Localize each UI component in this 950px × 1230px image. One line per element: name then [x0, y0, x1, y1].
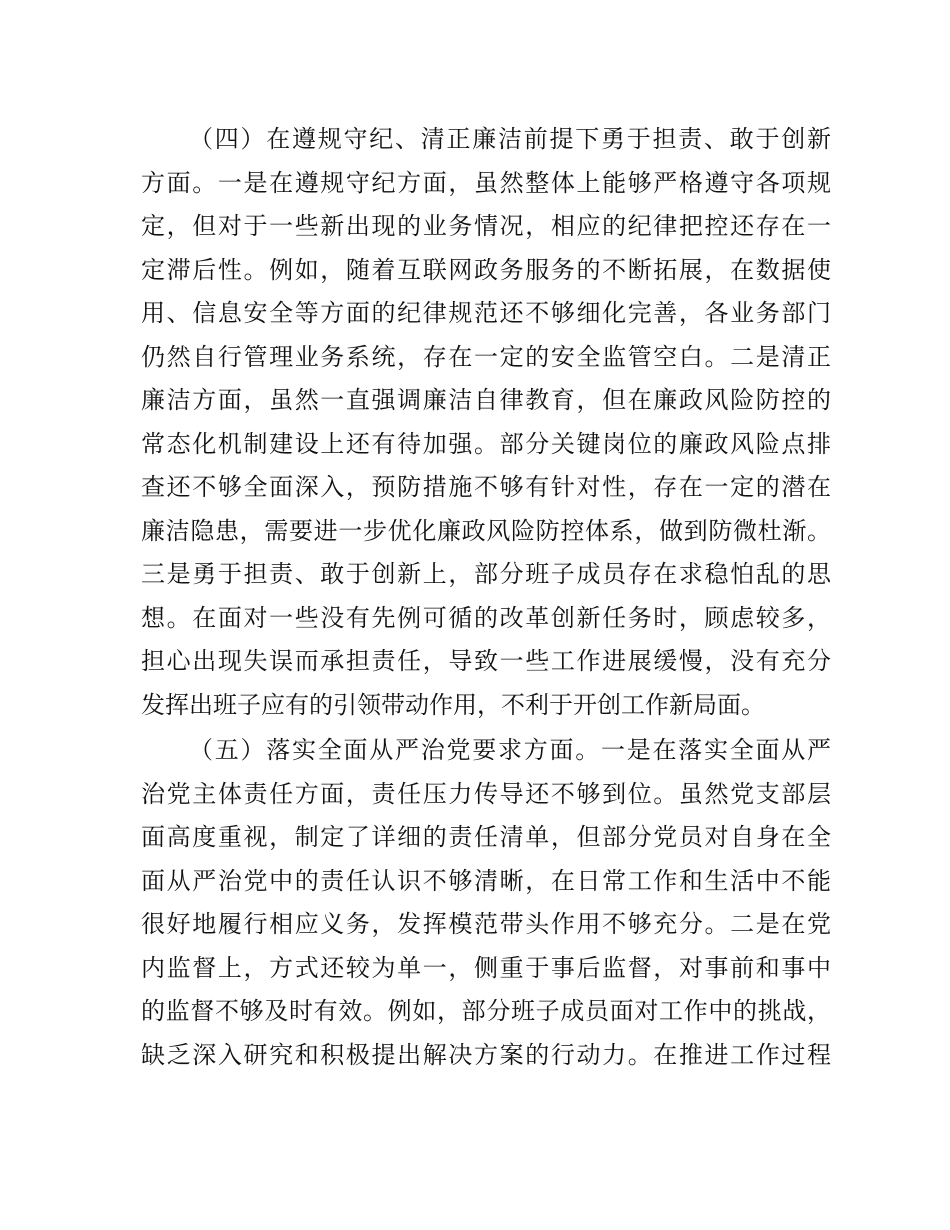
paragraph-line: 仍然自行管理业务系统，存在一定的安全监管空白。二是清正: [141, 342, 831, 371]
paragraph-line: 发挥出班子应有的引领带动作用，不利于开创工作新局面。: [141, 690, 765, 719]
paragraph-line: 常态化机制建设上还有待加强。部分关键岗位的廉政风险点排: [141, 429, 831, 458]
paragraph-line: 想。在面对一些没有先例可循的改革创新任务时，顾虑较多，: [141, 603, 831, 632]
paragraph-line: 查还不够全面深入，预防措施不够有针对性，存在一定的潜在: [141, 473, 831, 501]
paragraph-line: 定，但对于一些新出现的业务情况，相应的纪律把控还存在一: [141, 212, 831, 240]
paragraph-line: 内监督上，方式还较为单一，侧重于事后监督，对事前和事中: [141, 953, 831, 982]
paragraph-line: 很好地履行相应义务，发挥模范带头作用不够充分。二是在党: [141, 910, 831, 938]
paragraph-section-5: [141, 729, 831, 1077]
paragraph-line: 方面。一是在遵规守纪方面，虽然整体上能够严格遵守各项规: [141, 168, 831, 197]
paragraph-line: 面高度重视，制定了详细的责任清单，但部分党员对自身在全: [141, 823, 831, 851]
paragraph-line: 面从严治党中的责任认识不够清晰，在日常工作和生活中不能: [141, 866, 831, 895]
paragraph-line: 的监督不够及时有效。例如，部分班子成员面对工作中的挑战，: [141, 997, 831, 1025]
paragraph-line: 担心出现失误而承担责任，导致一些工作进展缓慢，没有充分: [141, 647, 831, 675]
paragraph-line: 廉洁方面，虽然一直强调廉洁自律教育，但在廉政风险防控的: [141, 386, 831, 414]
paragraph-line: 缺乏深入研究和积极提出解决方案的行动力。在推进工作过程: [141, 1040, 831, 1069]
paragraph-line: （五）落实全面从严治党要求方面。一是在落实全面从严: [189, 736, 831, 764]
paragraph-line: 用、信息安全等方面的纪律规范还不够细化完善，各业务部门: [141, 299, 831, 327]
paragraph-section-4: [141, 118, 831, 727]
paragraph-line: （四）在遵规守纪、清正廉洁前提下勇于担责、敢于创新: [189, 125, 831, 153]
paragraph-line: 定滞后性。例如，随着互联网政务服务的不断拓展，在数据使: [141, 255, 831, 284]
paragraph-line: 治党主体责任方面，责任压力传导还不够到位。虽然党支部层: [141, 779, 831, 808]
paragraph-line: 三是勇于担责、敢于创新上，部分班子成员存在求稳怕乱的思: [141, 560, 831, 588]
paragraph-line: 廉洁隐患，需要进一步优化廉政风险防控体系，做到防微杜渐。: [141, 516, 831, 545]
